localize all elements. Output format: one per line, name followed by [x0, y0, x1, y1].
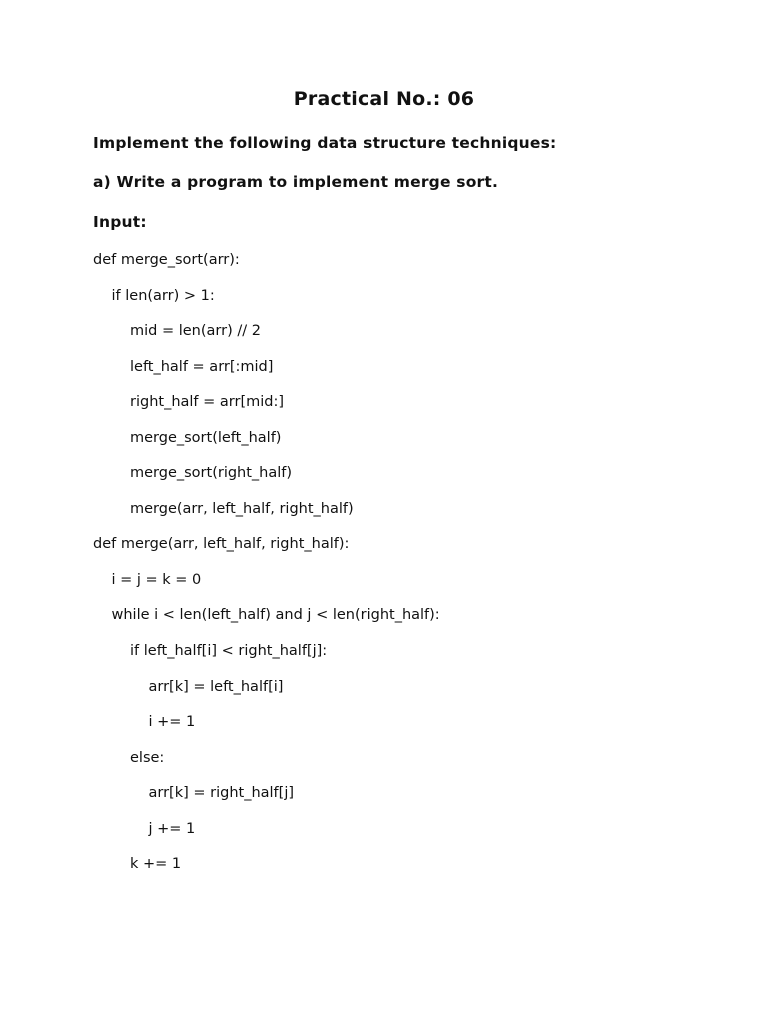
- task-heading: a) Write a program to implement merge sort.: [93, 173, 499, 191]
- code-line: if len(arr) > 1:: [111, 287, 215, 304]
- code-block: [93, 250, 440, 890]
- code-line: def merge(arr, left_half, right_half):: [93, 536, 350, 553]
- code-line: merge_sort(right_half): [130, 465, 293, 482]
- code-line: merge(arr, left_half, right_half): [130, 500, 354, 517]
- code-line: while i < len(left_half) and j < len(right_half):: [111, 607, 440, 624]
- input-label: Input:: [93, 213, 147, 231]
- instruction-heading: Implement the following data structure techniques:: [93, 134, 557, 152]
- code-line: else:: [130, 749, 165, 766]
- code-line: def merge_sort(arr):: [93, 252, 240, 268]
- code-line: arr[k] = left_half[i]: [148, 678, 284, 695]
- code-line: i += 1: [148, 714, 196, 731]
- page-title: Practical No.: 06: [293, 88, 475, 110]
- code-line: if left_half[i] < right_half[j]:: [130, 643, 328, 660]
- code-line: k += 1: [130, 856, 182, 873]
- code-line: right_half = arr[mid:]: [130, 394, 285, 411]
- code-line: merge_sort(left_half): [130, 429, 282, 446]
- code-line: mid = len(arr) // 2: [130, 323, 261, 340]
- code-line: arr[k] = right_half[j]: [148, 785, 295, 802]
- code-line: i = j = k = 0: [111, 571, 202, 588]
- code-line: left_half = arr[:mid]: [130, 358, 274, 375]
- code-line: j += 1: [148, 820, 196, 837]
